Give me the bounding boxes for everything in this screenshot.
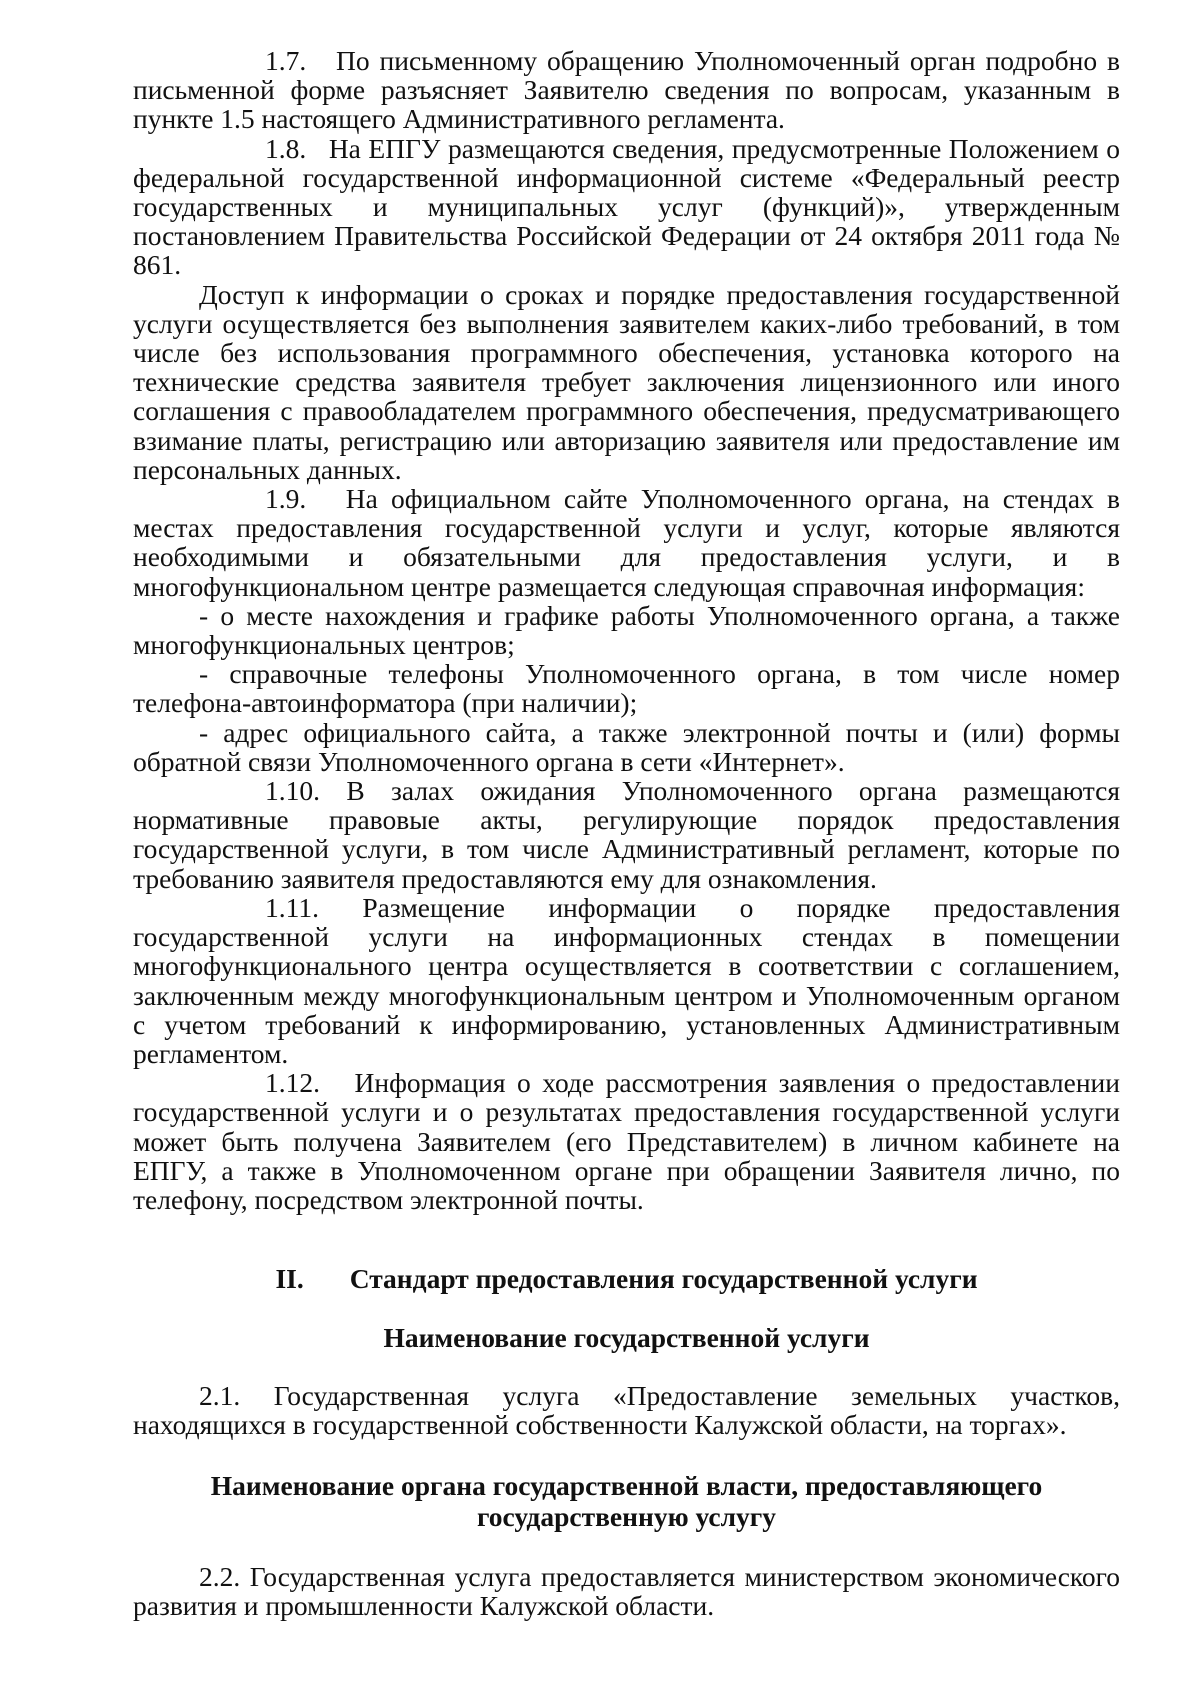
paragraph-2-2: 2.2. Государственная услуга предоставляется министерством экономического развития и промышленности Калужской области. — [133, 1560, 1120, 1621]
list-item-location: - о месте нахождения и графике работы Уполномоченного органа, а также многофункциональных центров; — [133, 599, 1120, 661]
paragraph-number: 1.9. — [265, 483, 307, 515]
paragraph-access-info: Доступ к информации о сроках и порядке предоставления государственной услуги осуществляется без выполнения заявителем каких-либо требований, в том числе без использования программного обеспечения, установка которого на технические средства заявителя требует заключения лицензионного или иного соглашения с правообладателем программного обеспечения, предусматривающего взимание платы, регистрацию или авторизацию заявителя или предоставление им персональных данных. — [133, 278, 1120, 485]
paragraph-2-1: 2.1. Государственная услуга «Предоставление земельных участков, находящихся в государственной собственности Калужской области, на торгах». — [133, 1380, 1120, 1441]
paragraph-number: 1.12. — [265, 1067, 320, 1099]
paragraph-text: На официальном сайте Уполномоченного органа, на стендах в местах предоставления государственной услуги и услуг, которые являются необходимыми и обязательными для предоставления услуги, и в многофункциональном центре размещается следующая справочная информация: — [133, 483, 1120, 602]
paragraph-1-12 — [133, 1068, 1120, 1214]
spacer — [133, 1532, 1120, 1562]
spacer — [133, 1353, 1120, 1381]
section-title-text: Стандарт предоставления государственной услуги — [349, 1263, 978, 1295]
spacer — [133, 1440, 1120, 1470]
subsection-title-line-2: государственную услугу — [477, 1500, 776, 1532]
paragraph-number: 1.8. — [265, 132, 307, 164]
document-page — [133, 46, 1120, 1620]
paragraph-number: 1.10. — [265, 775, 320, 807]
section-number: II. — [275, 1263, 304, 1295]
subsection-title-line-1: Наименование органа государственной власти, предоставляющего — [210, 1469, 1043, 1501]
paragraph-1-8 — [133, 134, 1120, 280]
paragraph-text: По письменному обращению Уполномоченный орган подробно в письменной форме разъясняет Заявителю сведения по вопросам, указанным в пункте 1.5 настоящего Административного регламента. — [133, 45, 1120, 135]
paragraph-text: Информация о ходе рассмотрения заявления о предоставлении государственной услуги и о результатах предоставления государственной услуги может быть получена Заявителем (его Представителем) в личном кабинете на ЕПГУ, а также в Уполномоченном органе при обращении Заявителя лично, по телефону, посредством электронной почты. — [133, 1067, 1120, 1215]
paragraph-number: 1.11. — [265, 891, 319, 923]
list-item-phones: - справочные телефоны Уполномоченного органа, в том числе номер телефона-автоинформатора (при наличии); — [133, 658, 1120, 719]
subsection-title-service-name: Наименование государственной услуги — [383, 1322, 870, 1354]
paragraph-1-11 — [133, 893, 1120, 1068]
spacer — [133, 1294, 1120, 1322]
section-title — [133, 1264, 1120, 1294]
subsection-title-authority — [133, 1470, 1120, 1532]
paragraph-1-10 — [133, 776, 1120, 893]
paragraph-number: 1.7. — [265, 45, 307, 76]
list-item-website: - адрес официального сайта, а также электронной почты и (или) формы обратной связи Уполномоченного органа в сети «Интернет». — [133, 716, 1120, 777]
paragraph-text: Размещение информации о порядке предоставления государственной услуги на информационных стендах в помещении многофункционального центра осуществляется в соответствии с соглашением, заключенным между многофункциональным центром и Уполномоченным органом с учетом требований к информированию, установленных Административным регламентом. — [133, 891, 1120, 1069]
paragraph-1-7 — [133, 46, 1120, 134]
paragraph-1-9 — [133, 484, 1120, 601]
spacer — [133, 1214, 1120, 1264]
paragraph-text: В залах ожидания Уполномоченного органа размещаются нормативные правовые акты, регулирующие порядок предоставления государственной услуги, в том числе Административный регламент, которые по требованию заявителя предоставляются ему для ознакомления. — [133, 775, 1120, 894]
paragraph-text: На ЕПГУ размещаются сведения, предусмотренные Положением о федеральной государственной информационной системе «Федеральный реестр государственных и муниципальных услуг (функций)», утвержденным постановлением Правительства Российской Федерации от 24 октября 2011 года № 861. — [133, 132, 1120, 281]
